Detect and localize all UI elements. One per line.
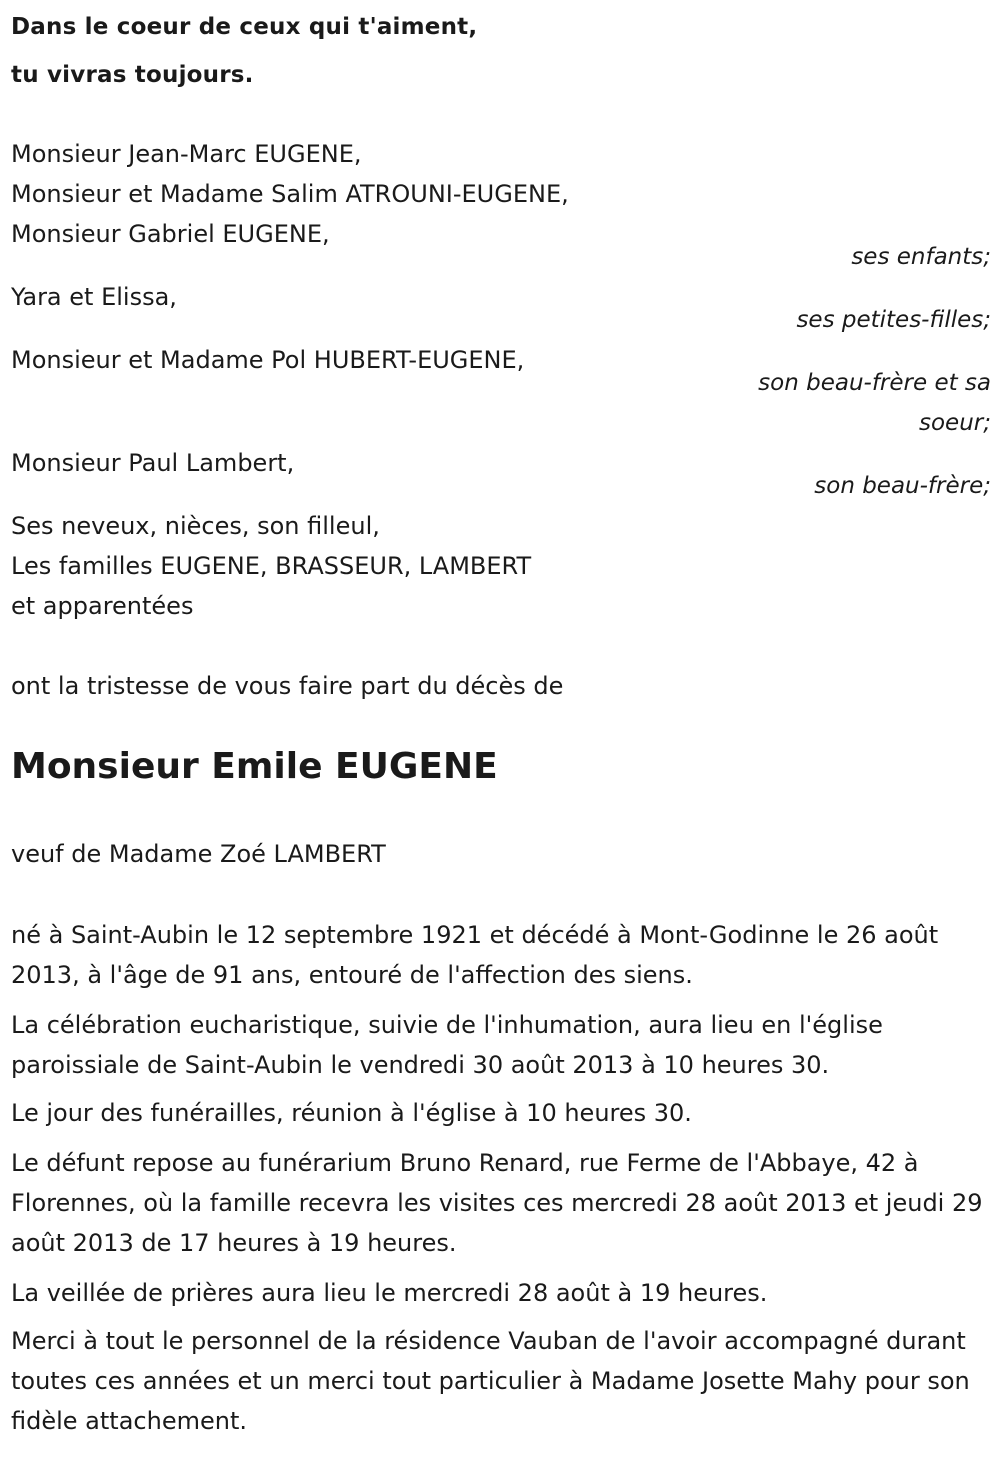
funerarium-paragraph: Le défunt repose au funérarium Bruno Renard, rue Ferme de l'Abbaye, 42 à Florennes, où la famille recevra les visites ces mercredi 28 août 2013 et jeudi 29 août 2013 de 17 heures à 19 heures.: [11, 1149, 983, 1257]
children-relation: ses enfants;: [851, 244, 991, 270]
other-relatives-3: et apparentées: [11, 592, 194, 620]
announcement: ont la tristesse de vous faire part du décès de: [11, 672, 564, 700]
vigil-paragraph: La veillée de prières aura lieu le mercredi 28 août à 19 heures.: [11, 1279, 768, 1307]
family-child-1: Monsieur Jean-Marc EUGENE,: [11, 140, 362, 168]
family-child-2: Monsieur et Madame Salim ATROUNI-EUGENE,: [11, 180, 569, 208]
other-relatives-1: Ses neveux, nièces, son filleul,: [11, 512, 380, 540]
other-relatives-2: Les familles EUGENE, BRASSEUR, LAMBERT: [11, 552, 532, 580]
thanks-paragraph: Merci à tout le personnel de la résidence Vauban de l'avoir accompagné durant toutes ces années et un merci tout particulier à Madame Josette Mahy pour son fidèle attachement.: [11, 1327, 970, 1435]
sister-couple: Monsieur et Madame Pol HUBERT-EUGENE,: [11, 346, 525, 374]
deceased-name: Monsieur Emile EUGENE: [11, 746, 498, 787]
sister-relation-line-1: son beau-frère et sa: [758, 370, 991, 396]
birth-death-paragraph: né à Saint-Aubin le 12 septembre 1921 et décédé à Mont-Godinne le 26 août 2013, à l'âge de 91 ans, entouré de l'affection des siens.: [11, 921, 939, 989]
celebration-paragraph: La célébration eucharistique, suivie de l'inhumation, aura lieu en l'église paroissiale de Saint-Aubin le vendredi 30 août 2013 à 10 heures 30.: [11, 1011, 883, 1079]
granddaughters: Yara et Elissa,: [11, 283, 177, 311]
family-child-3: Monsieur Gabriel EUGENE,: [11, 220, 330, 248]
sister-relation-line-2: soeur;: [919, 410, 991, 436]
brother-in-law: Monsieur Paul Lambert,: [11, 449, 295, 477]
granddaughters-relation: ses petites-filles;: [796, 307, 991, 333]
brother-in-law-relation: son beau-frère;: [814, 473, 991, 499]
widower-of: veuf de Madame Zoé LAMBERT: [11, 840, 386, 868]
meeting-paragraph: Le jour des funérailles, réunion à l'église à 10 heures 30.: [11, 1099, 692, 1127]
epigraph-line-2: tu vivras toujours.: [11, 62, 254, 88]
epigraph-line-1: Dans le coeur de ceux qui t'aiment,: [11, 14, 478, 40]
